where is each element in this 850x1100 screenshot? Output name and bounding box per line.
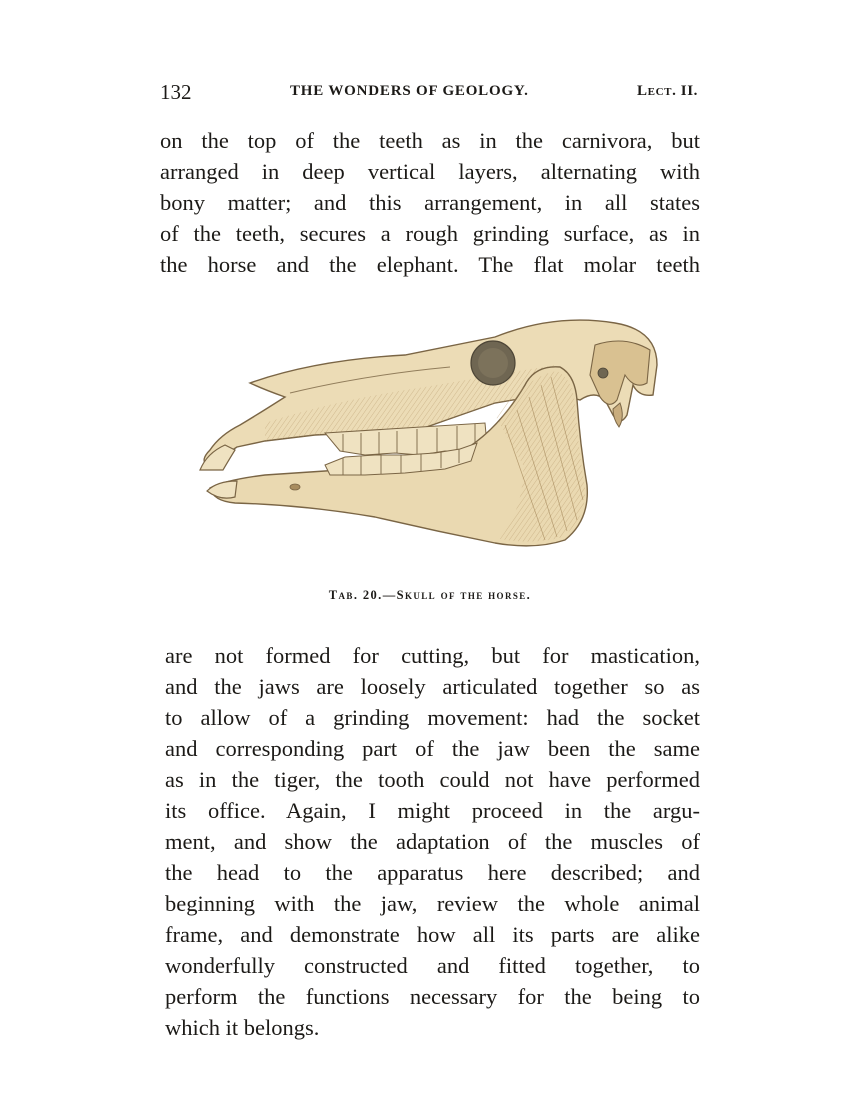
page-number: 132 [160,80,192,104]
lower-incisors [207,481,237,498]
text-line: the horse and the elephant. The flat molar teeth [160,252,700,277]
running-head [160,80,700,110]
text-line: on the top of the teeth as in the carnivora, but [160,128,700,153]
figure-caption: Tab. 20.—Skull of the horse. [328,588,532,602]
text-line: the head to the apparatus here described; and [165,860,700,885]
text-line: wonderfully constructed and fitted together, to [165,953,700,978]
text-line: frame, and demonstrate how all its parts are alike [165,922,700,947]
text-line: arranged in deep vertical layers, alternating with [160,159,700,184]
text-line: ment, and show the adaptation of the muscles of [165,829,700,854]
text-line: are not formed for cutting, but for mastication, [165,643,700,668]
paragraph-top [160,125,700,280]
lecture-marker: Lect. II. [637,83,698,99]
horse-skull-illustration [195,305,670,555]
text-line: bony matter; and this arrangement, in all states [160,190,700,215]
text-line: and corresponding part of the jaw been the same [165,736,700,761]
running-title: THE WONDERS OF GEOLOGY. [290,83,529,99]
text-line: perform the functions necessary for the being to [165,984,700,1009]
text-line: of the teeth, secures a rough grinding surface, as in [160,221,700,246]
text-line: its office. Again, I might proceed in the argu- [165,798,700,823]
text-line: to allow of a grinding movement: had the socket [165,705,700,730]
text-line: as in the tiger, the tooth could not have performed [165,767,700,792]
paragraph-bottom [165,640,700,1043]
text-line: which it belongs. [165,1015,320,1040]
text-line: beginning with the jaw, review the whole animal [165,891,700,916]
text-line: and the jaws are loosely articulated together so as [165,674,700,699]
